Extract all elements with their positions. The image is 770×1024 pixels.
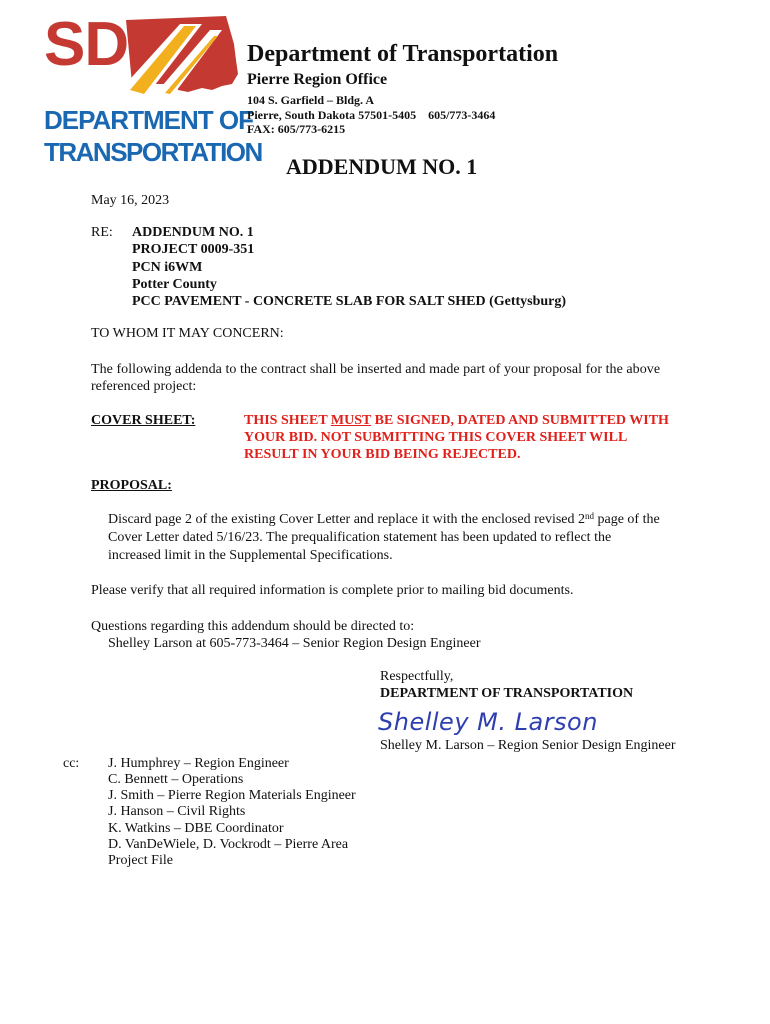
department-title: Department of Transportation <box>247 41 559 67</box>
re-line-pcn: PCN i6WM <box>132 260 203 275</box>
cover-sheet-warning-line-1 <box>244 412 669 429</box>
cc-recipient: Project File <box>108 853 173 868</box>
proposal-label: PROPOSAL: <box>91 478 172 493</box>
verify-statement: Please verify that all required information is complete prior to mailing bid documents. <box>91 583 574 598</box>
warning-text: THIS SHEET <box>244 413 331 428</box>
re-line-description: PCC PAVEMENT - CONCRETE SLAB FOR SALT SHED (Gettysburg) <box>132 294 567 309</box>
logo-department-text: DEPARTMENT OF <box>44 105 253 135</box>
address-line-2: Pierre, South Dakota 57501-5405 605/773-3464 <box>247 108 496 122</box>
proposal-text: Discard page 2 of the existing Cover Letter and replace it with the enclosed revised 2 <box>108 512 585 527</box>
re-label: RE: <box>91 225 113 240</box>
proposal-line-2: Cover Letter dated 5/16/23. The prequalification statement has been updated to reflect the <box>108 530 612 545</box>
cc-recipient: D. VanDeWiele, D. Vockrodt – Pierre Area <box>108 837 349 852</box>
re-line-county: Potter County <box>132 277 217 292</box>
re-line-project: PROJECT 0009-351 <box>132 242 255 257</box>
intro-line-1: The following addenda to the contract shall be inserted and made part of your proposal for the above <box>91 362 661 377</box>
questions-line-1: Questions regarding this addendum should be directed to: <box>91 619 415 634</box>
closing-respectfully: Respectfully, <box>380 669 454 684</box>
questions-contact: Shelley Larson at 605-773-3464 – Senior Region Design Engineer <box>108 636 481 651</box>
cc-recipient: J. Humphrey – Region Engineer <box>108 756 289 771</box>
closing-department: DEPARTMENT OF TRANSPORTATION <box>380 686 634 701</box>
warning-text: BE SIGNED, DATED AND SUBMITTED WITH <box>371 413 669 428</box>
cover-sheet-label: COVER SHEET: <box>91 413 196 428</box>
ordinal-suffix: nd <box>585 511 594 521</box>
intro-line-2: referenced project: <box>91 379 197 394</box>
cover-sheet-warning-line-3: RESULT IN YOUR BID BEING REJECTED. <box>244 447 521 462</box>
proposal-line-1 <box>108 511 660 529</box>
cover-sheet-warning-line-2: YOUR BID. NOT SUBMITTING THIS COVER SHEET WILL <box>244 430 628 445</box>
signer-name-title: Shelley M. Larson – Region Senior Design Engineer <box>380 738 676 753</box>
warning-must: MUST <box>330 413 372 428</box>
sddot-logo <box>44 10 262 167</box>
addendum-heading: ADDENDUM NO. 1 <box>286 154 478 179</box>
cc-recipient: J. Hanson – Civil Rights <box>108 804 246 819</box>
signature-script: Shelley M. Larson <box>378 708 598 736</box>
letter-date: May 16, 2023 <box>91 193 170 208</box>
proposal-text: page of the <box>594 512 660 527</box>
re-line-addendum: ADDENDUM NO. 1 <box>132 225 254 240</box>
proposal-line-3: increased limit in the Supplemental Specifications. <box>108 548 393 563</box>
logo-transportation-text: TRANSPORTATION <box>44 137 262 167</box>
cc-recipient: K. Watkins – DBE Coordinator <box>108 821 284 836</box>
cc-recipient: C. Bennett – Operations <box>108 772 244 787</box>
state-road-icon <box>118 14 240 96</box>
logo-sd-text: SD <box>44 10 129 79</box>
region-office: Pierre Region Office <box>247 71 388 88</box>
fax-line: FAX: 605/773-6215 <box>247 122 346 136</box>
cc-label: cc: <box>63 756 80 771</box>
salutation: TO WHOM IT MAY CONCERN: <box>91 326 284 341</box>
cc-recipient: J. Smith – Pierre Region Materials Engineer <box>108 788 356 803</box>
address-line-1: 104 S. Garfield – Bldg. A <box>247 93 375 107</box>
